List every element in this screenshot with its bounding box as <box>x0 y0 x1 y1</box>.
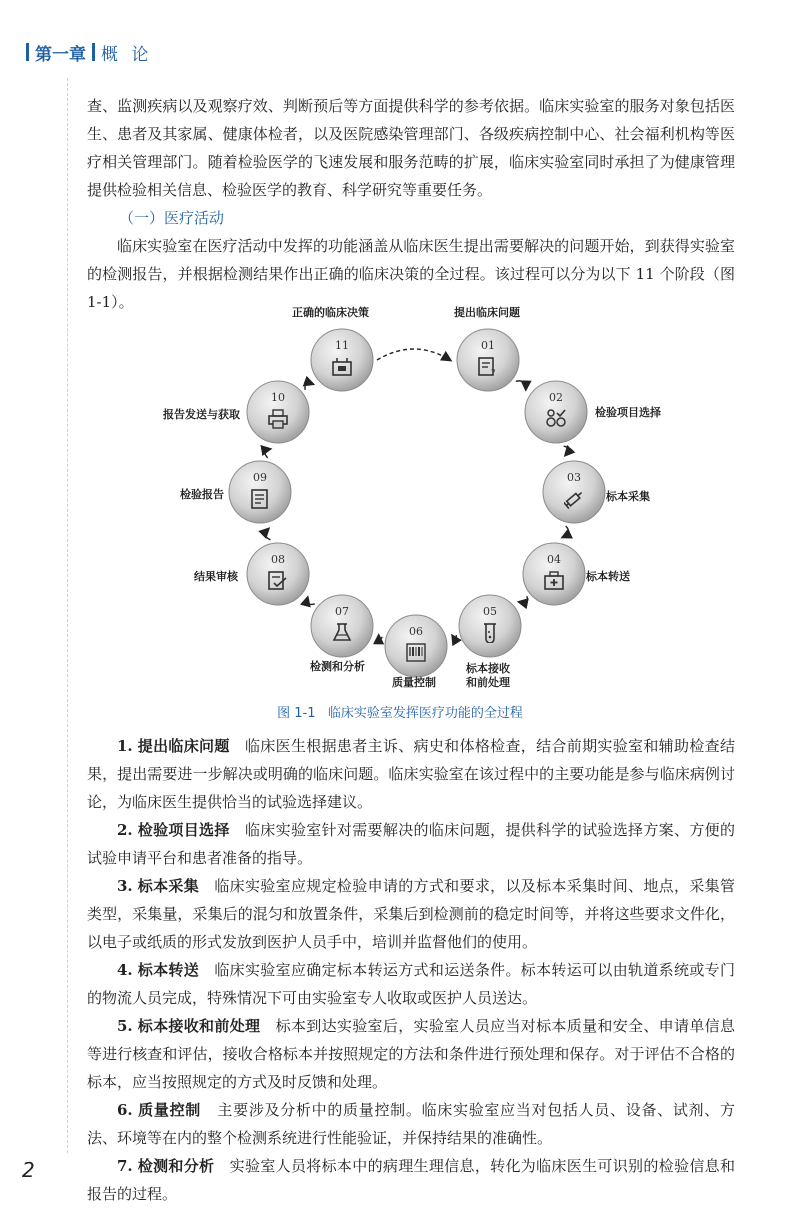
flow-arrow <box>563 526 568 537</box>
node-label-07: 检测和分析 <box>310 660 365 673</box>
figure-title: 临床实验室发挥医疗功能的全过程 <box>327 706 523 721</box>
item-number: 6. <box>117 1101 133 1119</box>
page-number: 2 <box>22 1158 35 1182</box>
item-number: 5. <box>117 1017 133 1035</box>
item-title: 质量控制 <box>138 1101 201 1119</box>
item-title: 标本采集 <box>137 877 200 895</box>
numbered-item <box>87 1012 735 1096</box>
node-number: 03 <box>567 471 581 484</box>
svg-text:?: ? <box>491 368 496 377</box>
margin-rule <box>67 78 68 1153</box>
node-number: 09 <box>253 471 267 484</box>
section-label: 概 论 <box>101 44 153 65</box>
flow-arrow <box>265 529 270 540</box>
node-number: 04 <box>547 553 561 566</box>
numbered-item <box>87 816 735 872</box>
process-node-01 <box>456 328 520 392</box>
item-title: 标本转送 <box>137 961 200 979</box>
item-body: 实验室人员将标本中的病理生理信息，转化为临床医生可识别的检验信息和报告的过程。 <box>87 1157 735 1203</box>
node-number: 07 <box>335 605 349 618</box>
item-number: 1. <box>117 737 133 755</box>
node-label-05: 标本接收 和前处理 <box>466 662 510 689</box>
header-divider <box>92 43 95 61</box>
figure-caption <box>0 702 800 721</box>
node-label-08: 结果审核 <box>194 570 238 583</box>
node-number: 10 <box>271 391 285 404</box>
paragraph: 临床实验室在医疗活动中发挥的功能涵盖从临床医生提出需要解决的问题开始，到获得实验室的检测报告，并根据检测结果作出正确的临床决策的全过程。该过程可以分为以下 11 个阶段（图 1-1）。 <box>87 237 735 311</box>
node-label-02: 检验项目选择 <box>595 406 661 419</box>
item-title: 标本接收和前处理 <box>137 1017 261 1035</box>
item-number: 3. <box>117 877 133 895</box>
node-label-01: 提出临床问题 <box>454 306 520 319</box>
process-node-06 <box>384 614 448 678</box>
node-number: 01 <box>481 339 495 352</box>
numbered-item <box>87 872 735 956</box>
process-cycle-diagram <box>140 298 680 698</box>
node-number: 05 <box>483 605 497 618</box>
item-body: 临床实验室针对需要解决的临床问题，提供科学的试验选择方案、方便的试验申请平台和患者准备的指导。 <box>87 821 735 867</box>
item-body: 临床实验室应规定检验申请的方式和要求，以及标本采集时间、地点，采集管类型，采集量，采集后的混匀和放置条件，采集后到检测前的稳定时间等，并将这些要求文件化，以电子或纸质的形式发放到医护人员手中，培训并监督他们的使用。 <box>87 877 735 951</box>
node-label-04: 标本转送 <box>586 570 630 583</box>
node-number: 08 <box>271 553 285 566</box>
process-node-03 <box>542 460 606 524</box>
running-header <box>20 38 152 66</box>
item-title: 检验项目选择 <box>137 821 230 839</box>
items-block <box>87 732 735 1208</box>
node-number: 11 <box>335 339 349 352</box>
node-number: 06 <box>409 625 423 638</box>
node-label-03: 标本采集 <box>606 490 650 503</box>
process-node-02 <box>524 380 588 444</box>
item-number: 7. <box>117 1157 133 1175</box>
node-label-06: 质量控制 <box>392 676 436 689</box>
paragraph: 查、监测疾病以及观察疗效、判断预后等方面提供科学的参考依据。临床实验室的服务对象包括医生、患者及其家属、健康体检者，以及医院感染管理部门、各级疾病控制中心、社会福利机构等医疗相关管理部门。随着检验医学的飞速发展和服务范畴的扩展，临床实验室同时承担了为健康管理提供检验相关信息、检验医学的教育、科学研究等重要任务。 <box>87 97 735 199</box>
item-number: 4. <box>117 961 133 979</box>
process-node-11 <box>310 328 374 392</box>
flow-arrow <box>564 446 569 455</box>
numbered-item <box>87 1096 735 1152</box>
chapter-label: 第一章 <box>35 44 86 65</box>
item-body: 标本到达实验室后，实验室人员应当对标本质量和安全、申请单信息等进行核查和评估，接收合格标本并按照规定的方法和条件进行预处理和保存。对于评估不合格的标本，应当按照规定的方式及时反馈和处理。 <box>87 1017 735 1091</box>
item-title: 检测和分析 <box>137 1157 215 1175</box>
item-title: 提出临床问题 <box>137 737 230 755</box>
process-node-04 <box>522 542 586 606</box>
item-body: 临床医生根据患者主诉、病史和体格检查，结合前期实验室和辅助检查结果，提出需要进一步解决或明确的临床问题。临床实验室在该过程中的主要功能是参与临床病例讨论，为临床医生提供恰当的试验选择建议。 <box>87 737 735 811</box>
process-node-07 <box>310 594 374 658</box>
feedback-dashed-arrow <box>377 349 450 360</box>
flow-arrow <box>453 635 457 639</box>
item-body: 主要涉及分析中的质量控制。临床实验室应当对包括人员、设备、试剂、方法、环境等在内的整个检测系统进行性能验证，并保持结果的准确性。 <box>87 1101 735 1147</box>
item-body: 临床实验室应确定标本转运方式和运送条件。标本转运可以由轨道系统或专门的物流人员完成，特殊情况下可由实验室专人收取或医护人员送达。 <box>87 961 735 1007</box>
node-label-10: 报告发送与获取 <box>163 408 240 421</box>
top-text-block <box>87 92 735 316</box>
node-label-09: 检验报告 <box>180 488 224 501</box>
node-label-11: 正确的临床决策 <box>292 306 369 319</box>
item-number: 2. <box>117 821 133 839</box>
node-number: 02 <box>549 391 563 404</box>
figure-number: 图 1-1 <box>277 706 316 721</box>
numbered-item <box>87 956 735 1012</box>
subheading: （一）医疗活动 <box>119 209 225 227</box>
header-divider <box>26 43 29 61</box>
flow-arrow <box>379 636 383 640</box>
process-node-10 <box>246 380 310 444</box>
flow-arrow <box>265 449 270 458</box>
process-node-09 <box>228 460 292 524</box>
process-node-05 <box>458 594 522 658</box>
process-node-08 <box>246 542 310 606</box>
numbered-item <box>87 732 735 816</box>
